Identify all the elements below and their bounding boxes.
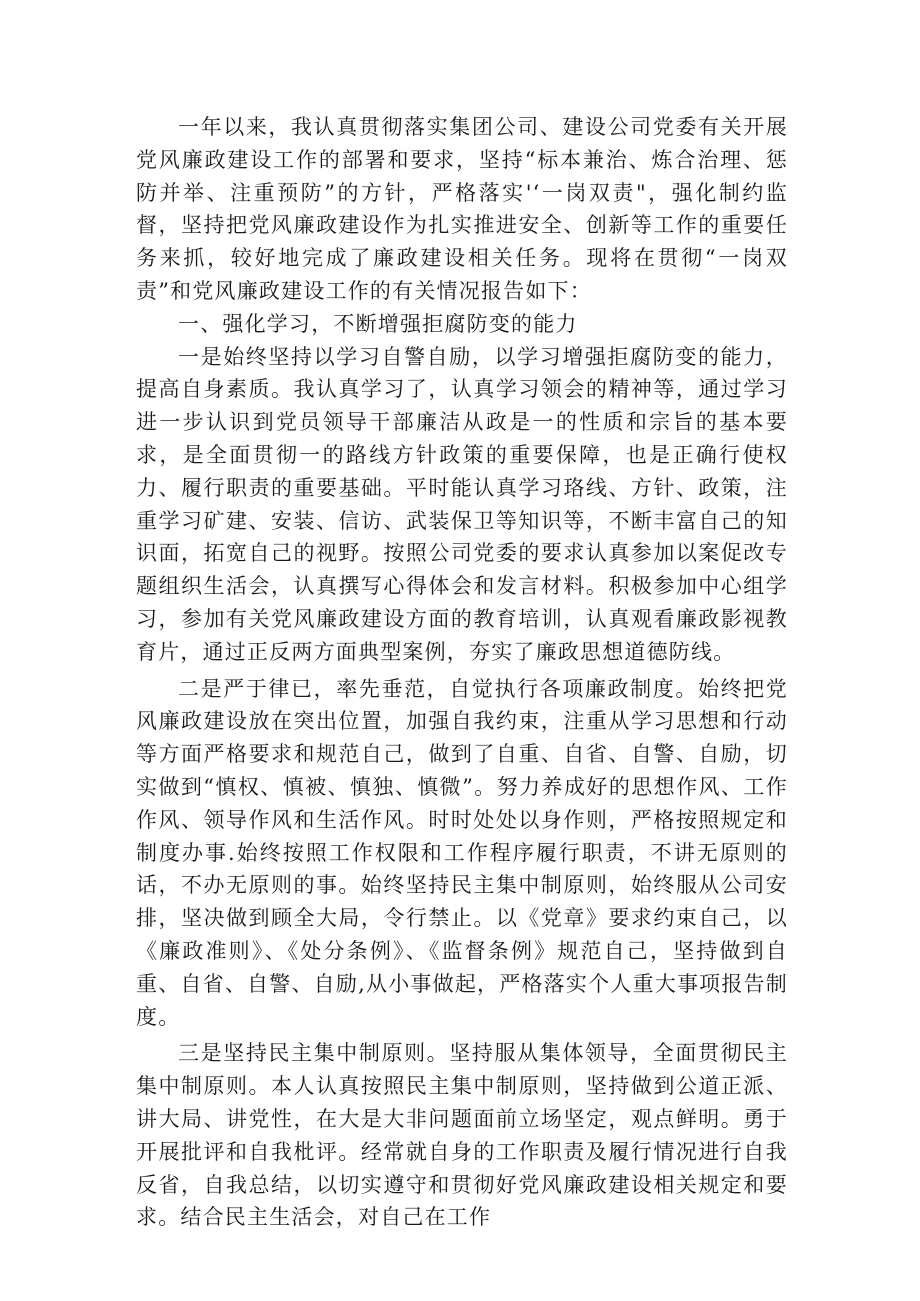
body-paragraph-1: 一是始终坚持以学习自警自励，以学习增强拒腐防变的能力，提高自身素质。我认真学习了，认真学习领会的精神等，通过学习进一步认识到党员领导干部廉洁从政是一的性质和宗旨的基本要求，是全面贯彻一的路线方针政策的重要保障，也是正确行使权力、履行职责的重要基础。平时能认真学习珞线、方针、政策，注重学习矿建、安装、信访、武装保卫等知识等，不断丰富自己的知识面，拓宽自己的视野。按照公司党委的要求认真参加以案促改专题组织生活会，认真撰写心得体会和发言材料。积极参加中心组学习，参加有关党风廉政建设方面的教育培训，认真观看廉政影视教育片，通过正反两方面典型案例，夯实了廉政思想道德防线。	[136, 344, 788, 664]
body-paragraph-2: 二是严于律已，率先垂范，自觉执行各项廉政制度。始终把党风廉政建设放在突出位置，加强自我约束，注重从学习思想和行动等方面严格要求和规范自己，做到了自重、自省、自警、自励，切实做到“慎权、慎被、慎独、慎微”。努力养成好的思想作风、工作作风、领导作风和生活作风。时时处处以身作则，严格按照规定和制度办事.始终按照工作权限和工作程序履行职责，不讲无原则的话，不办无原则的事。始终坚持民主集中制原则，始终服从公司安排，坚决做到顾全大局，令行禁止。以《党章》要求约束自己，以《廉政准则》、《处分条例》、《监督条例》规范自己，坚持做到自重、自省、自警、自励,从小事做起，严格落实个人重大事项报告制度。	[136, 676, 788, 1029]
document-body	[136, 111, 788, 1234]
intro-paragraph: 一年以来，我认真贯彻落实集团公司、建设公司党委有关开展党风廉政建设工作的部署和要求，坚持“标本兼治、炼合治理、惩防并举、注重预防”的方针，严格落实'‘一岗双责"，强化制约监督，坚持把党风廉政建设作为扎实推进安全、创新等工作的重要任务来抓，较好地完成了廉政建设相关任务。现将在贯彻“一岗双责”和党风廉政建设工作的有关情况报告如下：	[136, 115, 788, 303]
section-heading-1: 一、强化学习，不断增强拒腐防变的能力	[178, 311, 578, 336]
body-paragraph-3: 三是坚持民主集中制原则。坚持服从集体领导，全面贯彻民主集中制原则。本人认真按照民主集中制原则，坚持做到公道正派、讲大局、讲党性，在大是大非问题面前立场坚定，观点鲜明。勇于开展批评和自我枇评。经常就自身的工作职责及履行情况进行自我反省，自我总结，以切实遵守和贯彻好党风廉政建设相关规定和要求。结合民主生活会，对自己在工作	[136, 1041, 788, 1230]
